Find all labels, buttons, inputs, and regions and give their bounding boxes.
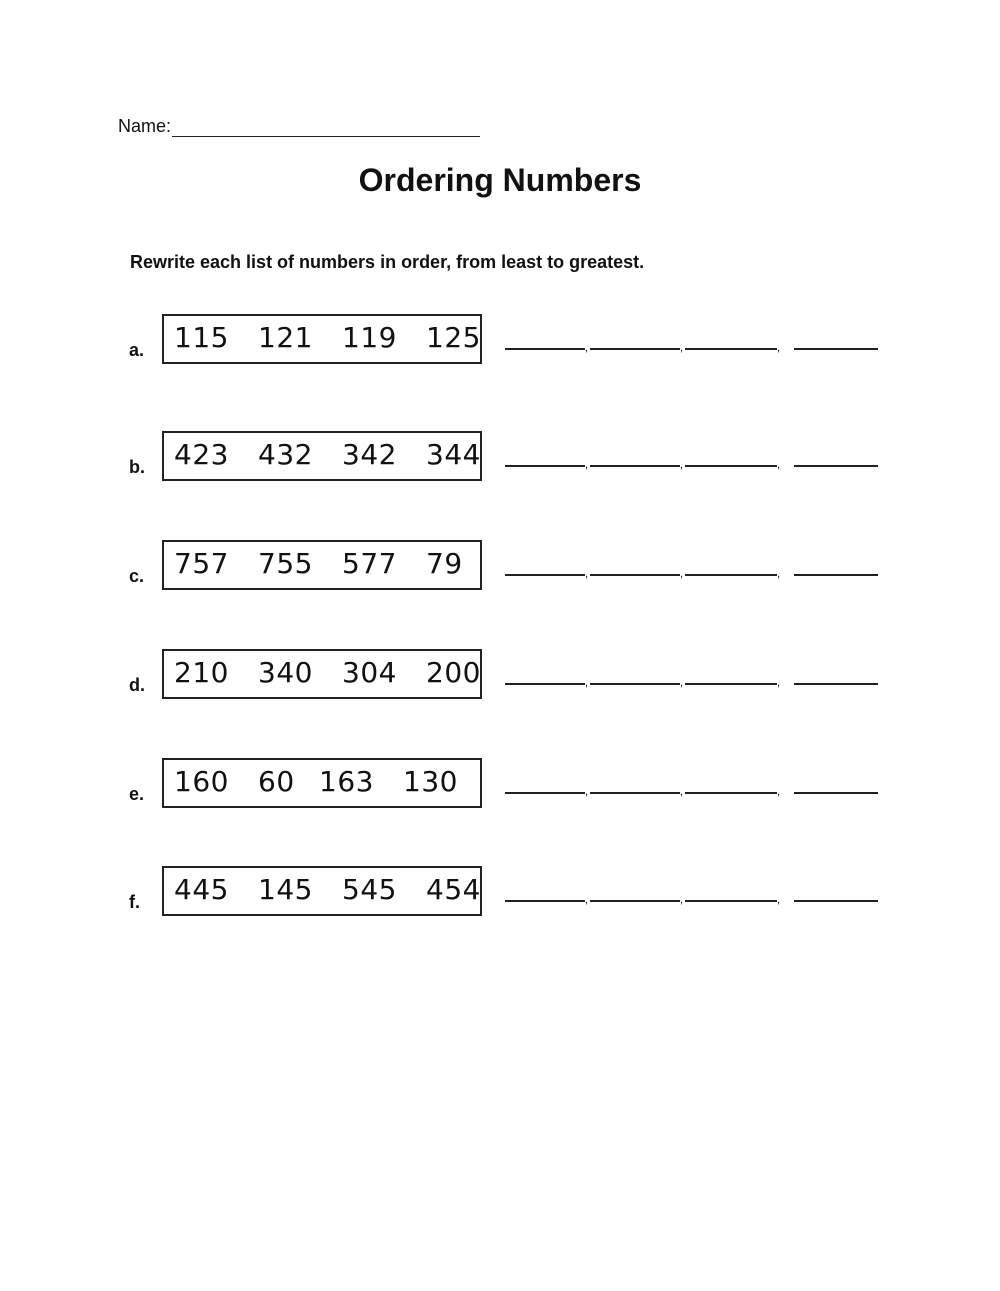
problem-c bbox=[0, 540, 1000, 590]
answer-blank-1[interactable] bbox=[505, 900, 585, 902]
answer-comma: , bbox=[680, 786, 684, 798]
number-1: 115 bbox=[174, 321, 229, 354]
page-title: Ordering Numbers bbox=[358, 162, 642, 198]
number-4: 125 bbox=[426, 321, 481, 354]
number-3: 342 bbox=[342, 438, 397, 471]
answer-blank-4[interactable] bbox=[794, 574, 878, 576]
answer-blank-1[interactable] bbox=[505, 465, 585, 467]
number-box bbox=[162, 314, 482, 364]
answer-comma: , bbox=[680, 342, 684, 354]
answer-blank-1[interactable] bbox=[505, 683, 585, 685]
answer-comma: , bbox=[777, 342, 781, 354]
number-4: 454 bbox=[426, 873, 481, 906]
number-1: 423 bbox=[174, 438, 229, 471]
answer-comma: , bbox=[680, 677, 684, 689]
answer-blank-2[interactable] bbox=[590, 792, 680, 794]
instructions: Rewrite each list of numbers in order, from least to greatest. bbox=[130, 252, 645, 272]
answer-blank-1[interactable] bbox=[505, 574, 585, 576]
answer-blank-2[interactable] bbox=[590, 348, 680, 350]
number-3: 545 bbox=[342, 873, 397, 906]
problem-e bbox=[0, 758, 1000, 808]
answer-comma: , bbox=[585, 894, 589, 906]
number-2: 755 bbox=[258, 547, 313, 580]
problem-letter: d. bbox=[129, 675, 145, 695]
answer-blank-4[interactable] bbox=[794, 465, 878, 467]
answer-comma: , bbox=[777, 786, 781, 798]
answer-blank-4[interactable] bbox=[794, 900, 878, 902]
answer-comma: , bbox=[680, 568, 684, 580]
answer-blank-3[interactable] bbox=[685, 348, 777, 350]
problem-b bbox=[0, 431, 1000, 481]
name-field bbox=[118, 116, 480, 137]
number-3: 304 bbox=[342, 656, 397, 689]
number-1: 757 bbox=[174, 547, 229, 580]
answer-blank-3[interactable] bbox=[685, 574, 777, 576]
problem-a bbox=[0, 314, 1000, 364]
number-1: 160 bbox=[174, 765, 229, 798]
answer-blank-3[interactable] bbox=[685, 465, 777, 467]
number-3: 163 bbox=[319, 765, 374, 798]
number-1: 210 bbox=[174, 656, 229, 689]
number-box bbox=[162, 649, 482, 699]
problem-f bbox=[0, 866, 1000, 916]
number-4: 200 bbox=[426, 656, 481, 689]
number-2: 432 bbox=[258, 438, 313, 471]
problem-d bbox=[0, 649, 1000, 699]
number-3: 119 bbox=[342, 321, 397, 354]
number-box bbox=[162, 540, 482, 590]
number-4: 79 bbox=[426, 547, 463, 580]
answer-blank-2[interactable] bbox=[590, 574, 680, 576]
number-2: 145 bbox=[258, 873, 313, 906]
answer-blank-2[interactable] bbox=[590, 465, 680, 467]
number-box bbox=[162, 758, 482, 808]
answer-blank-2[interactable] bbox=[590, 900, 680, 902]
answer-blank-3[interactable] bbox=[685, 900, 777, 902]
answer-blank-3[interactable] bbox=[685, 792, 777, 794]
answer-blank-4[interactable] bbox=[794, 792, 878, 794]
problem-letter: c. bbox=[129, 566, 145, 586]
number-2: 121 bbox=[258, 321, 313, 354]
answer-comma: , bbox=[777, 894, 781, 906]
answer-comma: , bbox=[585, 568, 589, 580]
number-3: 577 bbox=[342, 547, 397, 580]
number-4: 130 bbox=[403, 765, 458, 798]
number-box bbox=[162, 866, 482, 916]
answer-blank-2[interactable] bbox=[590, 683, 680, 685]
problem-letter: a. bbox=[129, 340, 145, 360]
answer-comma: , bbox=[777, 459, 781, 471]
problem-letter: e. bbox=[129, 784, 145, 804]
number-box bbox=[162, 431, 482, 481]
answer-blank-3[interactable] bbox=[685, 683, 777, 685]
answer-comma: , bbox=[777, 677, 781, 689]
answer-blank-1[interactable] bbox=[505, 348, 585, 350]
answer-blank-4[interactable] bbox=[794, 683, 878, 685]
answer-comma: , bbox=[585, 786, 589, 798]
answer-blank-1[interactable] bbox=[505, 792, 585, 794]
number-1: 445 bbox=[174, 873, 229, 906]
problem-letter: b. bbox=[129, 457, 145, 477]
answer-comma: , bbox=[680, 459, 684, 471]
answer-blank-4[interactable] bbox=[794, 348, 878, 350]
answer-comma: , bbox=[680, 894, 684, 906]
answer-comma: , bbox=[585, 459, 589, 471]
answer-comma: , bbox=[585, 342, 589, 354]
name-blank-line[interactable] bbox=[172, 118, 480, 137]
number-4: 344 bbox=[426, 438, 481, 471]
number-2: 340 bbox=[258, 656, 313, 689]
problem-letter: f. bbox=[129, 892, 140, 912]
answer-comma: , bbox=[585, 677, 589, 689]
number-2: 60 bbox=[258, 765, 295, 798]
answer-comma: , bbox=[777, 568, 781, 580]
name-label: Name: bbox=[118, 116, 172, 136]
